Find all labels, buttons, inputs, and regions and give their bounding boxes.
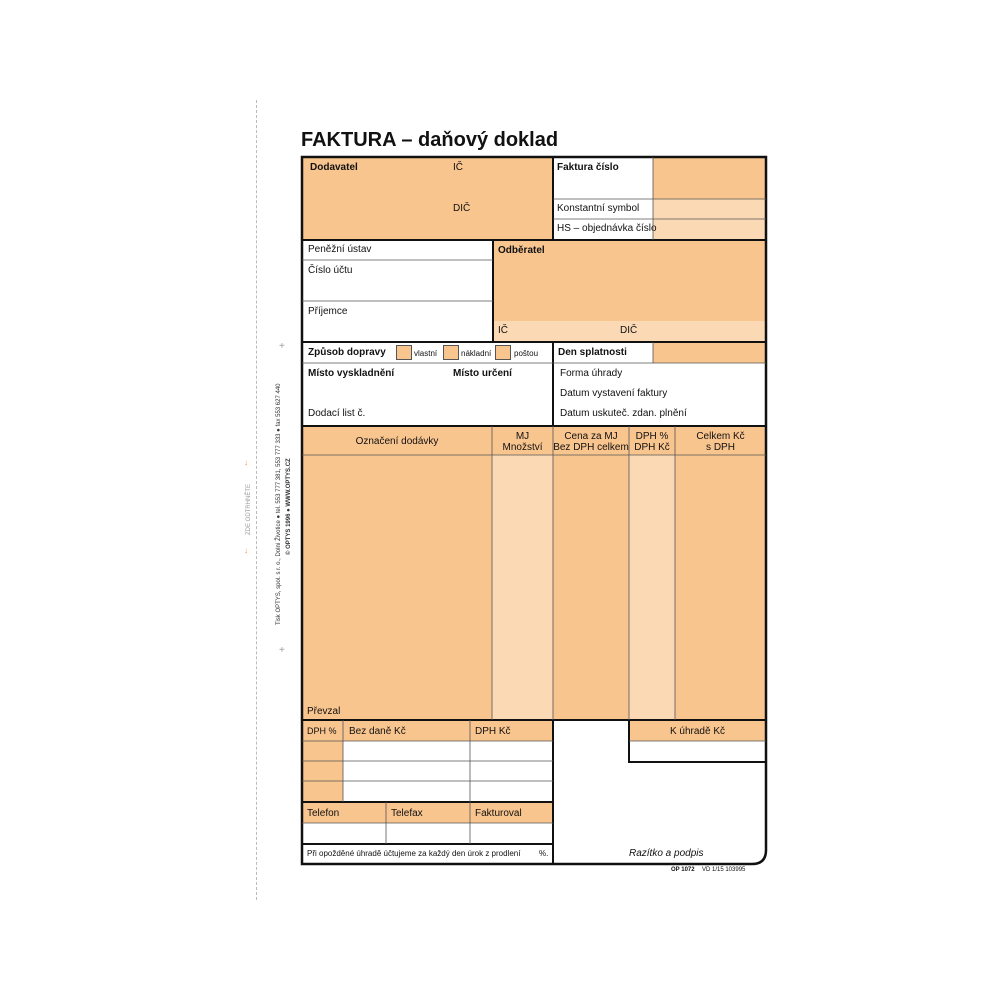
taxable-date-label: Datum uskuteč. zdan. plnění xyxy=(560,408,687,419)
transport-own-label: vlastní xyxy=(414,349,438,358)
issue-date-label: Datum vystavení faktury xyxy=(560,388,668,399)
transport-label: Způsob dopravy xyxy=(308,347,386,358)
col-qty-header-line1: MJ xyxy=(515,431,530,442)
col-total-header-line1: Celkem Kč xyxy=(696,431,745,442)
late-payment-note: Při opožděné úhradě účtujeme za každý den úrok z prodlení xyxy=(307,849,521,858)
page-title: FAKTURA – daňový doklad xyxy=(301,129,559,151)
form-code-small: VD 1/15 103995 xyxy=(702,867,746,873)
received-by-label: Převzal xyxy=(307,706,341,717)
supplier-dic-label: DIČ xyxy=(453,203,471,214)
late-payment-percent: %. xyxy=(539,849,549,858)
invoiced-by-label: Fakturoval xyxy=(475,808,522,819)
customer-label: Odběratel xyxy=(498,245,545,256)
due-date-label: Den splatnosti xyxy=(558,347,627,358)
transport-freight-label: nákladní xyxy=(461,349,492,358)
transport-post-label: poštou xyxy=(514,349,539,358)
fax-label: Telefax xyxy=(391,808,423,819)
crop-mark-top: + xyxy=(279,341,285,352)
col-description-header: Označení dodávky xyxy=(355,436,439,447)
storage-place-label: Místo vyskladnění xyxy=(308,368,395,379)
crop-mark-bottom: + xyxy=(279,645,285,656)
col-vat-header-line1: DPH % xyxy=(635,431,669,442)
col-qty-header-line2: Množství xyxy=(502,442,543,453)
tear-label: ZDE ODTRHNĚTE xyxy=(246,484,252,535)
invoice-number-label: Faktura číslo xyxy=(557,162,619,173)
payment-form-label: Forma úhrady xyxy=(560,368,623,379)
bank-label: Peněžní ústav xyxy=(308,244,372,255)
col-price-header-line2: Bez DPH celkem xyxy=(553,442,629,453)
printer-web: © OPTYS 1996 ● WWW.OPTYS.CZ xyxy=(286,458,292,555)
customer-ic-label: IČ xyxy=(498,325,508,336)
col-price-header-line1: Cena za MJ xyxy=(564,431,618,442)
tear-arrow-top: ↓ xyxy=(244,458,248,467)
tear-arrow-bottom: ↓ xyxy=(244,546,248,555)
phone-label: Telefon xyxy=(307,808,340,819)
vat-pct-label: DPH % xyxy=(307,726,337,736)
supplier-ic-label: IČ xyxy=(453,162,463,173)
recipient-label: Příjemce xyxy=(308,306,348,317)
const-symbol-label: Konstantní symbol xyxy=(557,203,640,214)
col-vat-header-line2: DPH Kč xyxy=(634,442,670,453)
form-code: OP 1072 xyxy=(671,867,695,873)
customer-dic-label: DIČ xyxy=(620,325,638,336)
printer-info: Tisk OPTYS, spol. s r. o., Dolní Životice ● tel. 553 777 381, 553 777 333 ● fax 553 627 440 xyxy=(276,383,282,625)
vat-amount-label: DPH Kč xyxy=(475,726,511,737)
vat-base-label: Bez daně Kč xyxy=(349,726,406,737)
hs-order-label: HS – objednávka číslo xyxy=(557,223,657,234)
col-total-header-line2: s DPH xyxy=(706,442,735,453)
pay-due-label: K úhradě Kč xyxy=(669,726,726,737)
delivery-note-label: Dodací list č. xyxy=(308,408,366,419)
supplier-label: Dodavatel xyxy=(310,162,358,173)
destination-label: Místo určení xyxy=(453,368,512,379)
stamp-label: Razítko a podpis xyxy=(629,848,704,859)
account-label: Číslo účtu xyxy=(308,265,353,276)
